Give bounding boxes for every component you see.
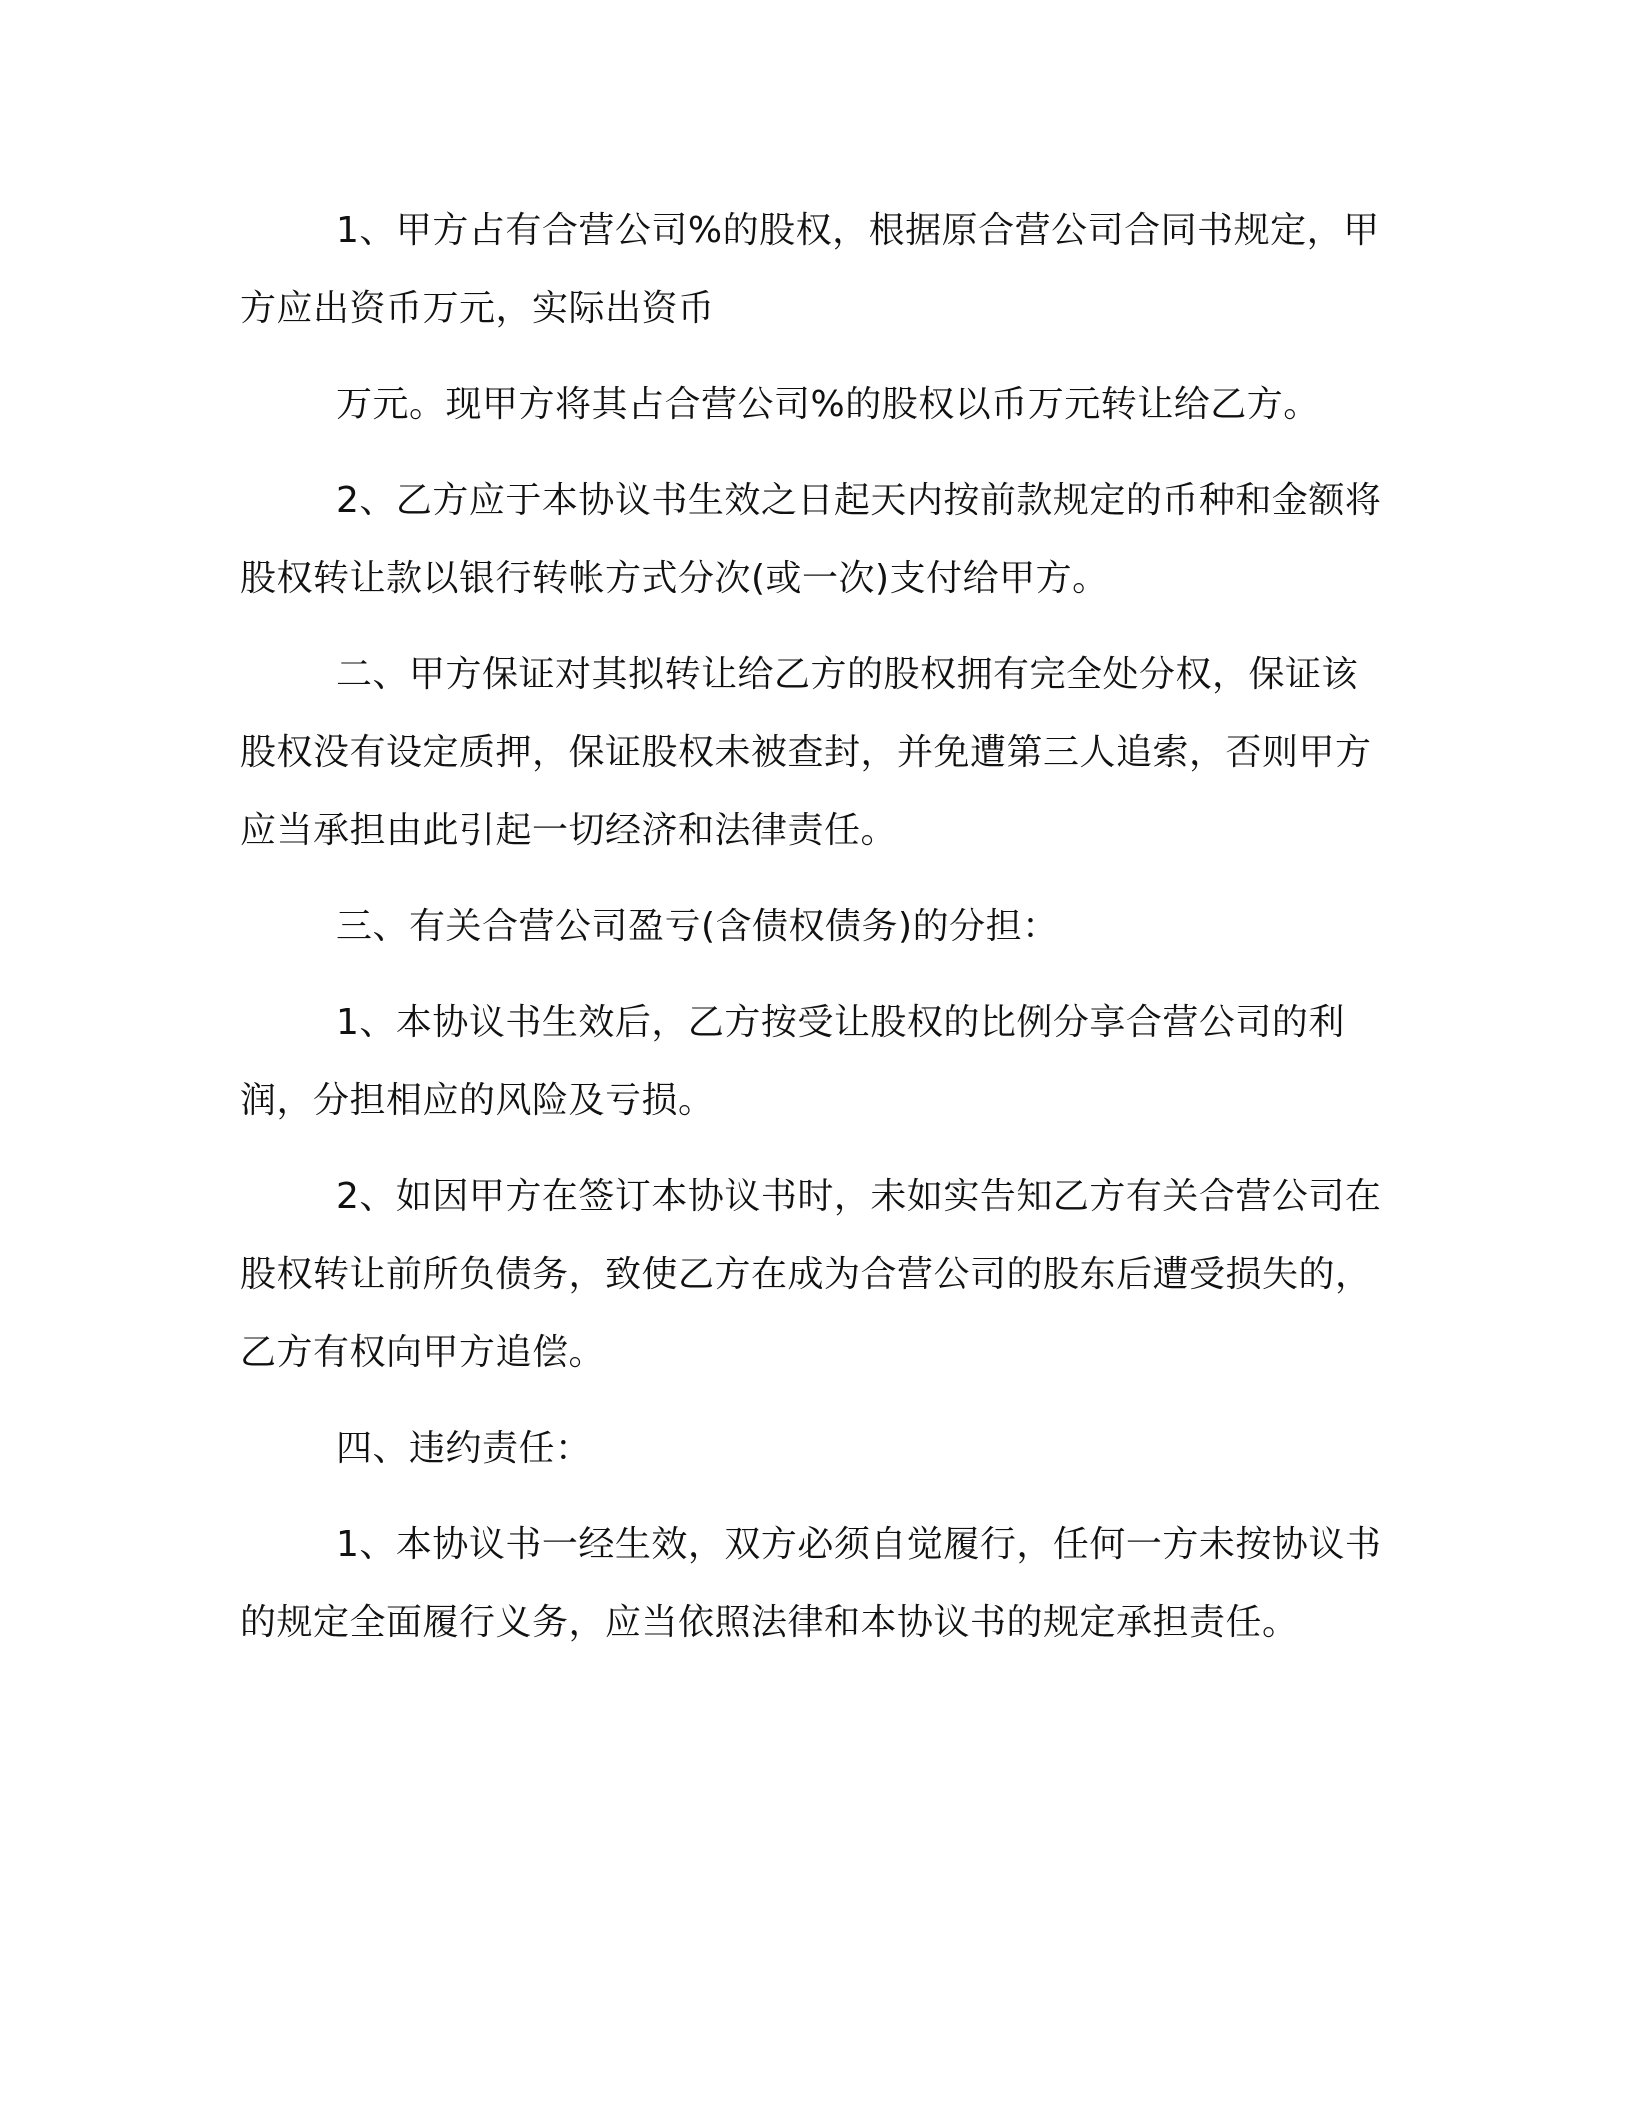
paragraph-2: 万元。现甲方将其占合营公司%的股权以币万元转让给乙方。: [336, 384, 1320, 425]
paragraph-9: 1、本协议书一经生效，双方必须自觉履行，任何一方未按协议书的规定全面履行义务，应当依照法律和本协议书的规定承担责任。: [240, 1524, 1382, 1643]
document-body: [240, 192, 1390, 1680]
paragraph-5: 三、有关合营公司盈亏(含债权债务)的分担：: [336, 906, 1059, 947]
paragraph-6: 1、本协议书生效后，乙方按受让股权的比例分享合营公司的利润，分担相应的风险及亏损。: [240, 1002, 1345, 1121]
paragraph-8: 四、违约责任：: [336, 1428, 592, 1469]
paragraph-4: 二、甲方保证对其拟转让给乙方的股权拥有完全处分权，保证该股权没有设定质押，保证股权未被查封，并免遭第三人追索，否则甲方应当承担由此引起一切经济和法律责任。: [240, 654, 1372, 851]
paragraph-7: 2、如因甲方在签订本协议书时，未如实告知乙方有关合营公司在股权转让前所负债务，致使乙方在成为合营公司的股东后遭受损失的，乙方有权向甲方追偿。: [240, 1176, 1382, 1373]
paragraph-3: 2、乙方应于本协议书生效之日起天内按前款规定的币种和金额将股权转让款以银行转帐方式分次(或一次)支付给甲方。: [240, 480, 1382, 599]
paragraph-1: 1、甲方占有合营公司%的股权，根据原合营公司合同书规定，甲方应出资币万元，实际出资币: [240, 210, 1380, 329]
